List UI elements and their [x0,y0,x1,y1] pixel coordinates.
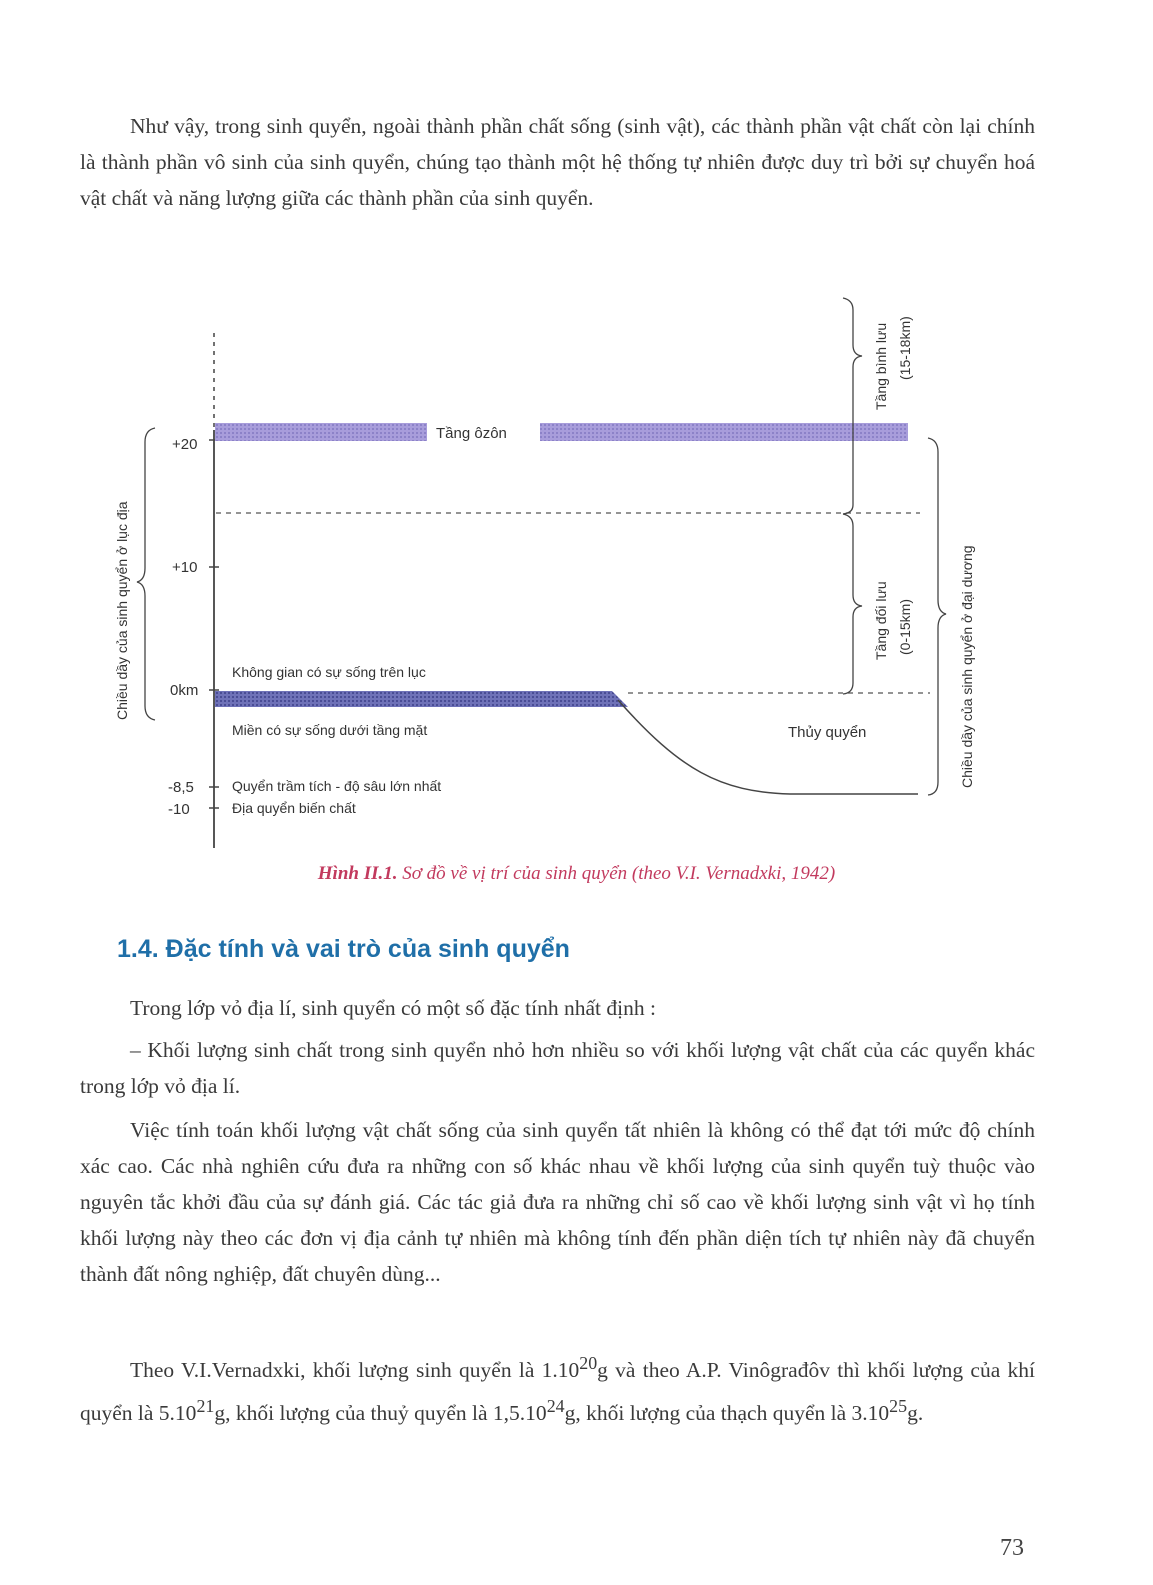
caption-text: Sơ đồ về vị trí của sinh quyển (theo V.I. Vernadxki, 1942) [397,863,836,884]
ocean-thickness-brace [928,438,946,795]
ocean-thickness-label: Chiều dầy của sinh quyển ở đại dương [959,545,975,788]
land-surface-band [215,691,628,707]
paragraph-1: Trong lớp vỏ địa lí, sinh quyển có một số đặc tính nhất định : [130,996,656,1020]
intro-paragraph: Như vậy, trong sinh quyển, ngoài thành phần chất sống (sinh vật), các thành phần vật chất còn lại chính là thành phần vô sinh của sinh quyển, chúng tạo thành một hệ thống tự nhiên được duy trì bởi sự chuyển hoá vật chất và năng lượng giữa các thành phần của sinh quyển. [80,114,1035,210]
paragraph-3: Việc tính toán khối lượng vật chất sống của sinh quyển tất nhiên là không có thể đạt tới mức độ chính xác cao. Các nhà nghiên cứu đưa ra những con số khác nhau về khối lượng của sinh quyển tuỳ thuộc vào nguyên tắc khởi đầu của sự đánh giá. Các tác giả đưa ra những chỉ số cao về khối lượng sinh vật vì họ tính khối lượng này theo các đơn vị địa cảnh tự nhiên mà không tính đến phần diện tích tự nhiên này đã chuyển thành đất nông nghiệp, đất chuyên dùng... [80,1118,1035,1286]
troposphere-range: (0-15km) [897,598,913,655]
below-surface-label: Miền có sự sống dưới tầng mặt [232,722,428,738]
hydrosphere-label: Thủy quyển [788,724,867,741]
land-space-label: Không gian có sự sống trên lục [232,664,426,680]
tick-minus85: -8,5 [168,779,194,796]
tick-plus20: +20 [172,436,198,453]
troposphere-brace [843,514,862,694]
section-heading: 1.4. Đặc tính và vai trò của sinh quyển [117,935,570,963]
figure-caption [0,863,1153,885]
tick-minus10: -10 [168,801,190,818]
ozone-label: Tầng ôzôn [436,425,507,442]
caption-prefix: Hình II.1. [317,863,398,884]
tick-plus10: +10 [172,559,198,576]
paragraph-2: – Khối lượng sinh chất trong sinh quyển nhỏ hơn nhiều so với khối lượng vật chất của các quyển khác trong lớp vỏ địa lí. [80,1038,1035,1098]
paragraph-4: Theo V.I.Vernadxki, khối lượng sinh quyển là 1.10$^{20}$g và theo A.P. Vinôgrađôv thì khối lượng của khí quyển là 5.10$^{21}$g, khối lượng của thuỷ quyển là 1,5.10$^{24}$g, khối lượng của thạch quyển là 3.10$^{25}$g. [80,1353,1035,1426]
land-thickness-brace [137,428,155,720]
land-thickness-label: Chiều dầy của sinh quyển ở lục địa [114,501,130,720]
page-number: 73 [1000,1535,1024,1561]
stratosphere-brace [843,298,862,514]
metamorphic-label: Địa quyển biến chất [232,800,356,816]
ocean-floor-curve [618,700,918,794]
sediment-label: Quyển trầm tích - độ sâu lớn nhất [232,778,442,794]
ozone-band-left [215,423,427,441]
stratosphere-label: Tầng bình lưu [873,322,889,410]
stratosphere-range: (15-18km) [897,316,913,380]
troposphere-label: Tầng đối lưu [873,581,889,660]
tick-0km: 0km [170,682,199,699]
